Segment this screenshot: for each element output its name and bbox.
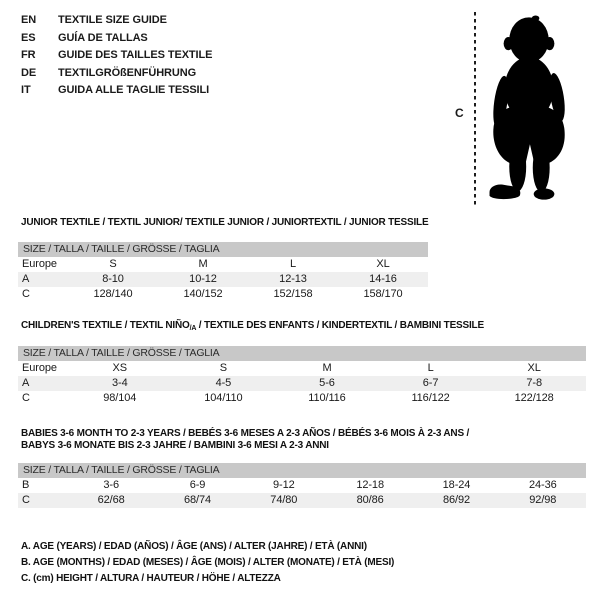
- value-cell: 68/74: [183, 494, 211, 506]
- height-dashed-line: [474, 12, 476, 208]
- row-label: C: [22, 288, 30, 300]
- value-cell: 80/86: [356, 494, 384, 506]
- table-row-height: [18, 287, 428, 302]
- language-label: GUÍA DE TALLAS: [58, 31, 148, 44]
- table-row-age-months: [18, 478, 586, 493]
- value-cell: 12-18: [356, 479, 384, 491]
- value-cell: 128/140: [93, 288, 133, 300]
- title-text: CHILDREN'S TEXTILE / TEXTIL NIÑO: [21, 320, 190, 331]
- table-row-age: [18, 272, 428, 287]
- size-cell: M: [198, 258, 208, 270]
- value-cell: 92/98: [529, 494, 557, 506]
- height-label-c: C: [455, 106, 464, 120]
- value-cell: 158/170: [363, 288, 403, 300]
- title-text: / TEXTILE DES ENFANTS / KINDERTEXTIL / BAMBINI TESSILE: [196, 320, 484, 331]
- language-code: FR: [21, 49, 36, 61]
- size-cell: XS: [112, 362, 128, 374]
- legend-line-b: B. AGE (MONTHS) / EDAD (MESES) / ÂGE (MOIS) / ALTER (MONATE) / ETÀ (MESI): [21, 557, 395, 568]
- value-cell: 74/80: [270, 494, 298, 506]
- table-children: [18, 346, 586, 406]
- language-code: EN: [21, 14, 37, 26]
- language-row-en: [21, 12, 212, 30]
- value-cell: 6-9: [189, 479, 206, 491]
- value-cell: 152/158: [273, 288, 313, 300]
- value-cell: 5-6: [319, 377, 335, 389]
- language-label: GUIDA ALLE TAGLIE TESSILI: [58, 84, 210, 96]
- row-label: A: [22, 377, 30, 389]
- value-cell: 9-12: [273, 479, 295, 491]
- language-list: [21, 12, 212, 100]
- value-cell: 12-13: [279, 273, 307, 285]
- value-cell: 18-24: [442, 479, 471, 491]
- size-cell: S: [109, 258, 117, 270]
- value-cell: 3-6: [103, 479, 119, 491]
- section-title-children: [21, 320, 586, 335]
- language-code: DE: [21, 66, 37, 79]
- value-cell: 98/104: [103, 392, 137, 404]
- row-label: C: [22, 392, 30, 404]
- language-label: GUIDE DES TAILLES TEXTILE: [58, 49, 213, 61]
- language-code: ES: [21, 31, 36, 44]
- size-header-bar: SIZE / TALLA / TAILLE / GRÖSSE / TAGLIA: [18, 346, 586, 361]
- table-row-europe: [18, 361, 586, 376]
- row-label: A: [22, 273, 30, 285]
- value-cell: 10-12: [189, 273, 217, 285]
- value-cell: 86/92: [442, 494, 470, 506]
- legend-line-a: A. AGE (YEARS) / EDAD (AÑOS) / ÂGE (ANS) / ALTER (JAHRE) / ETÀ (ANNI): [21, 541, 367, 552]
- language-row-es: [21, 30, 212, 48]
- value-cell: 104/110: [204, 392, 243, 404]
- baby-silhouette-icon: [482, 9, 576, 208]
- language-row-fr: [21, 47, 212, 65]
- value-cell: 14-16: [369, 273, 397, 285]
- language-label: TEXTILE SIZE GUIDE: [58, 14, 167, 26]
- value-cell: 116/122: [411, 392, 450, 404]
- row-label: C: [22, 494, 30, 506]
- value-cell: 7-8: [526, 377, 542, 389]
- value-cell: 122/128: [514, 392, 554, 404]
- row-label: Europe: [22, 258, 57, 270]
- value-cell: 8-10: [102, 273, 124, 285]
- table-row-height: [18, 391, 586, 406]
- table-junior: [18, 242, 428, 302]
- size-cell: L: [289, 258, 297, 270]
- value-cell: 3-4: [111, 377, 128, 389]
- size-cell: L: [427, 362, 434, 374]
- legend-line-c: C. (cm) HEIGHT / ALTURA / HAUTEUR / HÖHE / ALTEZZA: [21, 573, 281, 584]
- table-babies: [18, 463, 586, 508]
- table-row-height: [18, 493, 586, 508]
- table-row-age: [18, 376, 586, 391]
- size-cell: XL: [527, 362, 541, 374]
- section-title-junior: JUNIOR TEXTILE / TEXTIL JUNIOR/ TEXTILE JUNIOR / JUNIORTEXTIL / JUNIOR TESSILE: [21, 217, 429, 228]
- size-header-bar: SIZE / TALLA / TAILLE / GRÖSSE / TAGLIA: [18, 463, 586, 478]
- tables-area: [18, 214, 586, 587]
- value-cell: 6-7: [422, 377, 439, 389]
- value-cell: 62/68: [97, 494, 125, 506]
- value-cell: 140/152: [183, 288, 223, 300]
- size-cell: XL: [376, 258, 390, 270]
- language-row-it: [21, 82, 212, 100]
- row-label: B: [22, 479, 30, 491]
- size-cell: M: [322, 362, 332, 374]
- language-row-de: [21, 65, 212, 83]
- value-cell: 110/116: [308, 392, 346, 404]
- row-label: Europe: [22, 362, 57, 374]
- language-code: IT: [21, 84, 31, 96]
- size-header-bar: SIZE / TALLA / TAILLE / GRÖSSE / TAGLIA: [18, 242, 428, 257]
- title-subscript: /A: [189, 325, 197, 332]
- title-line-2: BABYS 3-6 MONATE BIS 2-3 JAHRE / BAMBINI 3-6 MESI A 2-3 ANNI: [21, 440, 329, 451]
- section-title-babies: [21, 428, 586, 452]
- table-row-europe: [18, 257, 428, 272]
- legend: [21, 539, 586, 587]
- value-cell: 24-36: [528, 479, 557, 491]
- title-line-1: BABIES 3-6 MONTH TO 2-3 YEARS / BEBÉS 3-6 MESES A 2-3 AÑOS / BÉBÉS 3-6 MOIS À 2-3 ANS /: [21, 428, 470, 439]
- size-cell: S: [219, 362, 228, 374]
- value-cell: 4-5: [215, 377, 232, 389]
- language-label: TEXTILGRÖßENFÜHRUNG: [58, 66, 197, 79]
